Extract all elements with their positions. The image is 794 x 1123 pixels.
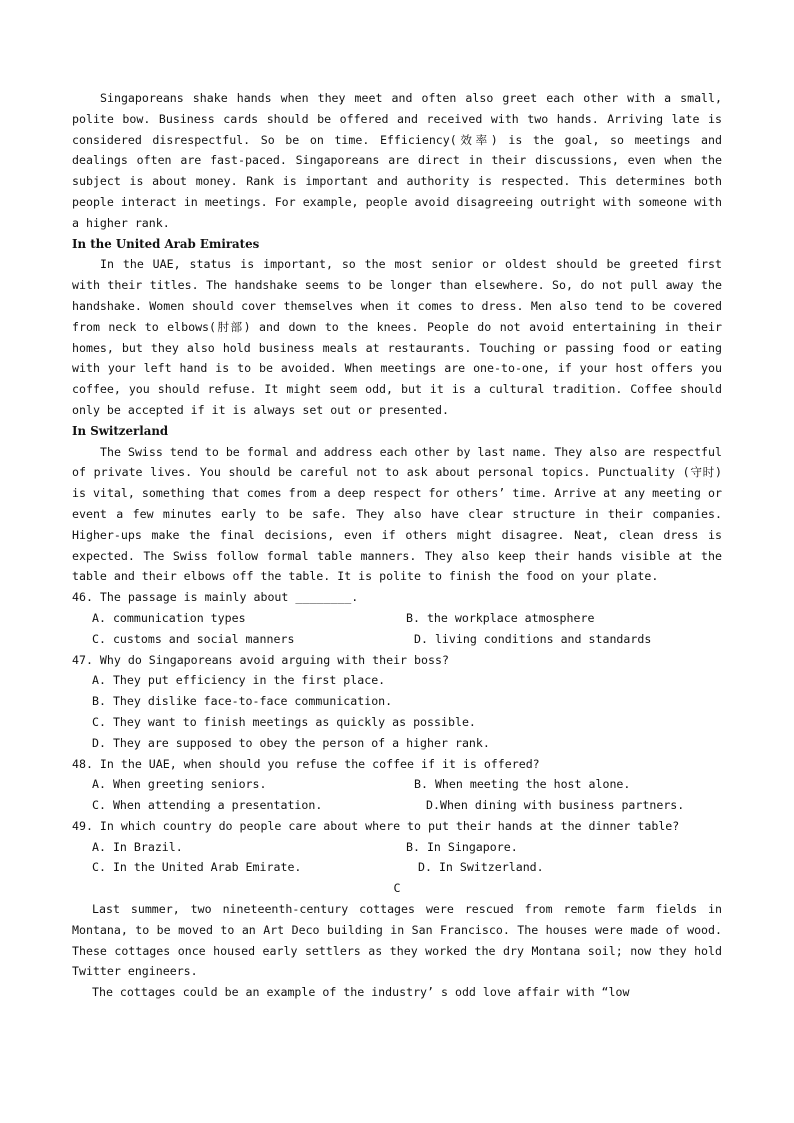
section-c-paragraph-2: The cottages could be an example of the industry’ s odd love affair with “low: [92, 985, 630, 1000]
question-46-option-b: B. the workplace atmosphere: [406, 610, 595, 625]
question-48: [72, 754, 722, 816]
uae-heading: In the United Arab Emirates: [72, 236, 260, 251]
question-47-option-a: A. They put efficiency in the first place.: [92, 673, 386, 688]
question-46-option-c: C. customs and social manners: [92, 631, 295, 646]
switzerland-heading: In Switzerland: [72, 423, 169, 438]
question-49: [72, 816, 722, 878]
question-48-option-a: A. When greeting seniors.: [92, 777, 267, 792]
question-48-stem: 48. In the UAE, when should you refuse the coffee if it is offered?: [72, 756, 540, 771]
question-49-option-b: B. In Singapore.: [406, 839, 518, 854]
section-c-paragraph-1: Last summer, two nineteenth-century cottages were rescued from remote farm fields in Montana, to be moved to an Art Deco building in San Francisco. The houses were made of wood. These cottages once housed early settlers as they worked the dry Montana soil; now they hold Twitter engineers.: [72, 902, 722, 979]
question-46-option-a: A. communication types: [92, 610, 246, 625]
question-46-stem: 46. The passage is mainly about ________.: [72, 590, 359, 605]
question-46-option-d: D. living conditions and standards: [414, 631, 652, 646]
question-48-option-d: D.When dining with business partners.: [426, 798, 685, 813]
question-49-option-d: D. In Switzerland.: [418, 860, 544, 875]
question-48-option-c: C. When attending a presentation.: [92, 798, 323, 813]
question-47-option-d: D. They are supposed to obey the person of a higher rank.: [92, 735, 490, 750]
section-c-label: C: [393, 881, 401, 896]
question-46: [72, 587, 722, 649]
question-47-option-b: B. They dislike face-to-face communication.: [92, 694, 393, 709]
question-47: [72, 650, 722, 754]
question-47-option-c: C. They want to finish meetings as quickly as possible.: [92, 714, 476, 729]
switzerland-paragraph: The Swiss tend to be formal and address each other by last name. They also are respectful of private lives. You should be careful not to ask about personal topics. Punctuality (守时) is vital, something that comes from a deep respect for others’ time. Arrive at any meeting or event a few minutes early to be safe. They also have clear structure in their companies. Higher-ups make the final decisions, even if others might disagree. Neat, clean dress is expected. The Swiss follow formal table manners. They also keep their hands visible at the table and their elbows off the table. It is polite to finish the food on your plate.: [72, 444, 722, 584]
question-49-option-a: A. In Brazil.: [92, 839, 183, 854]
question-47-stem: 47. Why do Singaporeans avoid arguing with their boss?: [72, 652, 449, 667]
exam-page: [72, 88, 722, 1003]
uae-paragraph: In the UAE, status is important, so the most senior or oldest should be greeted first with their titles. The handshake seems to be longer than elsewhere. So, do not pull away the handshake. Women should cover themselves when it comes to dress. Men also tend to be covered from neck to elbows(肘部) and down to the knees. People do not avoid entertaining in their homes, but they also hold business meals at restaurants. Touching or passing food or eating with your left hand is to be avoided. When meetings are one-to-one, if your host offers you coffee, you should refuse. It might seem odd, but it is a cultural tradition. Coffee should only be accepted if it is always set out or presented.: [72, 257, 722, 417]
question-49-option-c: C. In the United Arab Emirate.: [92, 860, 302, 875]
question-49-stem: 49. In which country do people care about where to put their hands at the dinner table?: [72, 818, 680, 833]
singapore-paragraph: Singaporeans shake hands when they meet and often also greet each other with a small, polite bow. Business cards should be offered and received with two hands. Arriving late is considered disrespectful. So be on time. Efficiency(效率) is the goal, so meetings and dealings often are fast-paced. Singaporeans are direct in their discussions, even when the subject is about money. Rank is important and authority is respected. This determines both people interact in meetings. For example, people avoid disagreeing outright with someone with a higher rank.: [72, 91, 722, 230]
question-48-option-b: B. When meeting the host alone.: [414, 777, 631, 792]
